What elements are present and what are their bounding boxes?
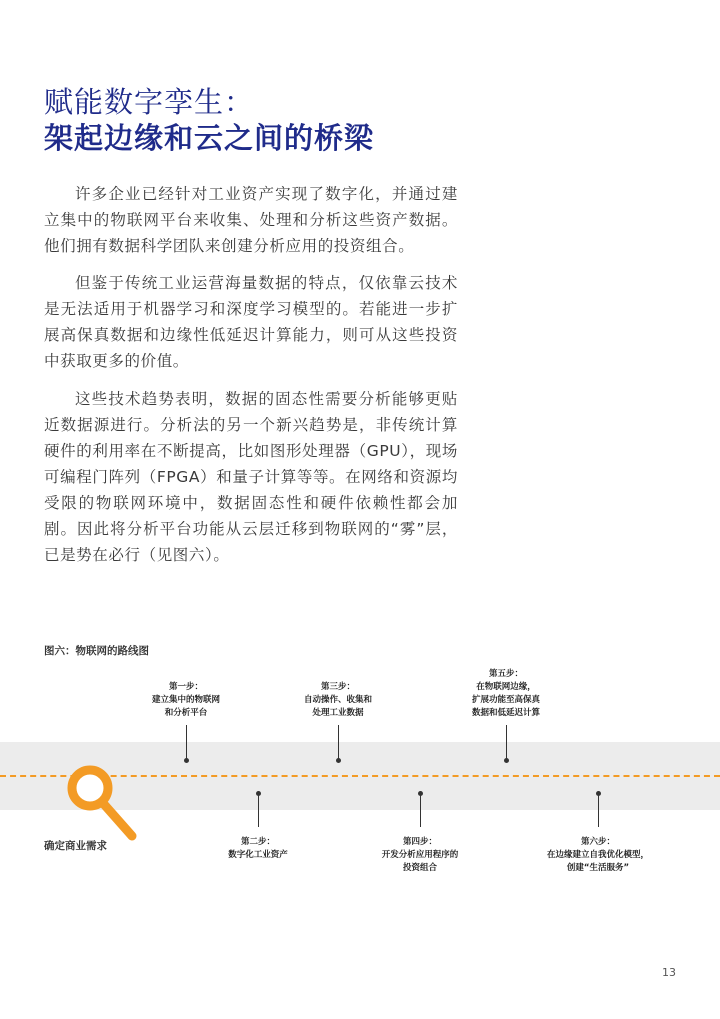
step-2-title: 第二步： — [240, 837, 275, 847]
step-1-label — [136, 681, 236, 720]
step-4-text: 开发分析应用程序的 投资组合 — [381, 850, 459, 873]
step-5-title: 第五步： — [488, 669, 523, 679]
title-line-1: 赋能数字孪生： — [44, 85, 255, 119]
step-2-text: 数字化工业资产 — [228, 850, 288, 860]
step-6-label — [528, 836, 668, 875]
step-3-dot — [336, 758, 341, 763]
figure-caption: 图六：物联网的路线图 — [44, 645, 149, 657]
step-6-title: 第六步： — [580, 837, 615, 847]
step-1-title: 第一步： — [168, 682, 203, 692]
start-label: 确定商业需求 — [44, 840, 107, 852]
step-3-tick — [338, 725, 339, 760]
step-5-dot — [504, 758, 509, 763]
page-number: 13 — [662, 966, 676, 979]
step-4-label — [360, 836, 480, 875]
step-3-text: 自动操作、收集和 处理工业数据 — [303, 695, 372, 718]
step-1-tick — [186, 725, 187, 760]
magnifier-icon — [66, 762, 142, 844]
step-1-text: 建立集中的物联网 和分析平台 — [151, 695, 220, 718]
step-5-text: 在物联网边缘， 扩展功能至高保真 数据和低延迟计算 — [471, 682, 540, 718]
step-3-title: 第三步： — [320, 682, 355, 692]
step-4-title: 第四步： — [402, 837, 437, 847]
title-line-2: 架起边缘和云之间的桥梁 — [44, 121, 375, 155]
step-1-dot — [184, 758, 189, 763]
step-6-text: 在边缘建立自我优化模型， 创建“生活服务” — [546, 850, 649, 873]
step-3-label — [288, 681, 388, 720]
step-2-tick — [258, 793, 259, 827]
step-6-tick — [598, 793, 599, 827]
step-4-tick — [420, 793, 421, 827]
step-5-label — [446, 668, 566, 720]
step-5-tick — [506, 725, 507, 760]
paragraph-1: 许多企业已经针对工业资产实现了数字化，并通过建立集中的物联网平台来收集、处理和分析这些资产数据。他们拥有数据科学团队来创建分析应用的投资组合。 — [44, 185, 458, 255]
paragraph-2: 但鉴于传统工业运营海量数据的特点，仅依靠云技术是无法适用于机器学习和深度学习模型的。若能进一步扩展高保真数据和边缘性低延迟计算能力，则可从这些投资中获取更多的价值。 — [44, 274, 458, 370]
step-2-label — [208, 836, 308, 862]
paragraph-3: 这些技术趋势表明，数据的固态性需要分析能够更贴近数据源进行。分析法的另一个新兴趋势是，非传统计算硬件的利用率在不断提高，比如图形处理器（GPU），现场可编程门阵列（FPGA）和量子计算等等。在网络和资源均受限的物联网环境中，数据固态性和硬件依赖性都会加剧。因此将分析平台功能从云层迁移到物联网的“雾”层，已是势在必行（见图六）。 — [44, 390, 458, 564]
